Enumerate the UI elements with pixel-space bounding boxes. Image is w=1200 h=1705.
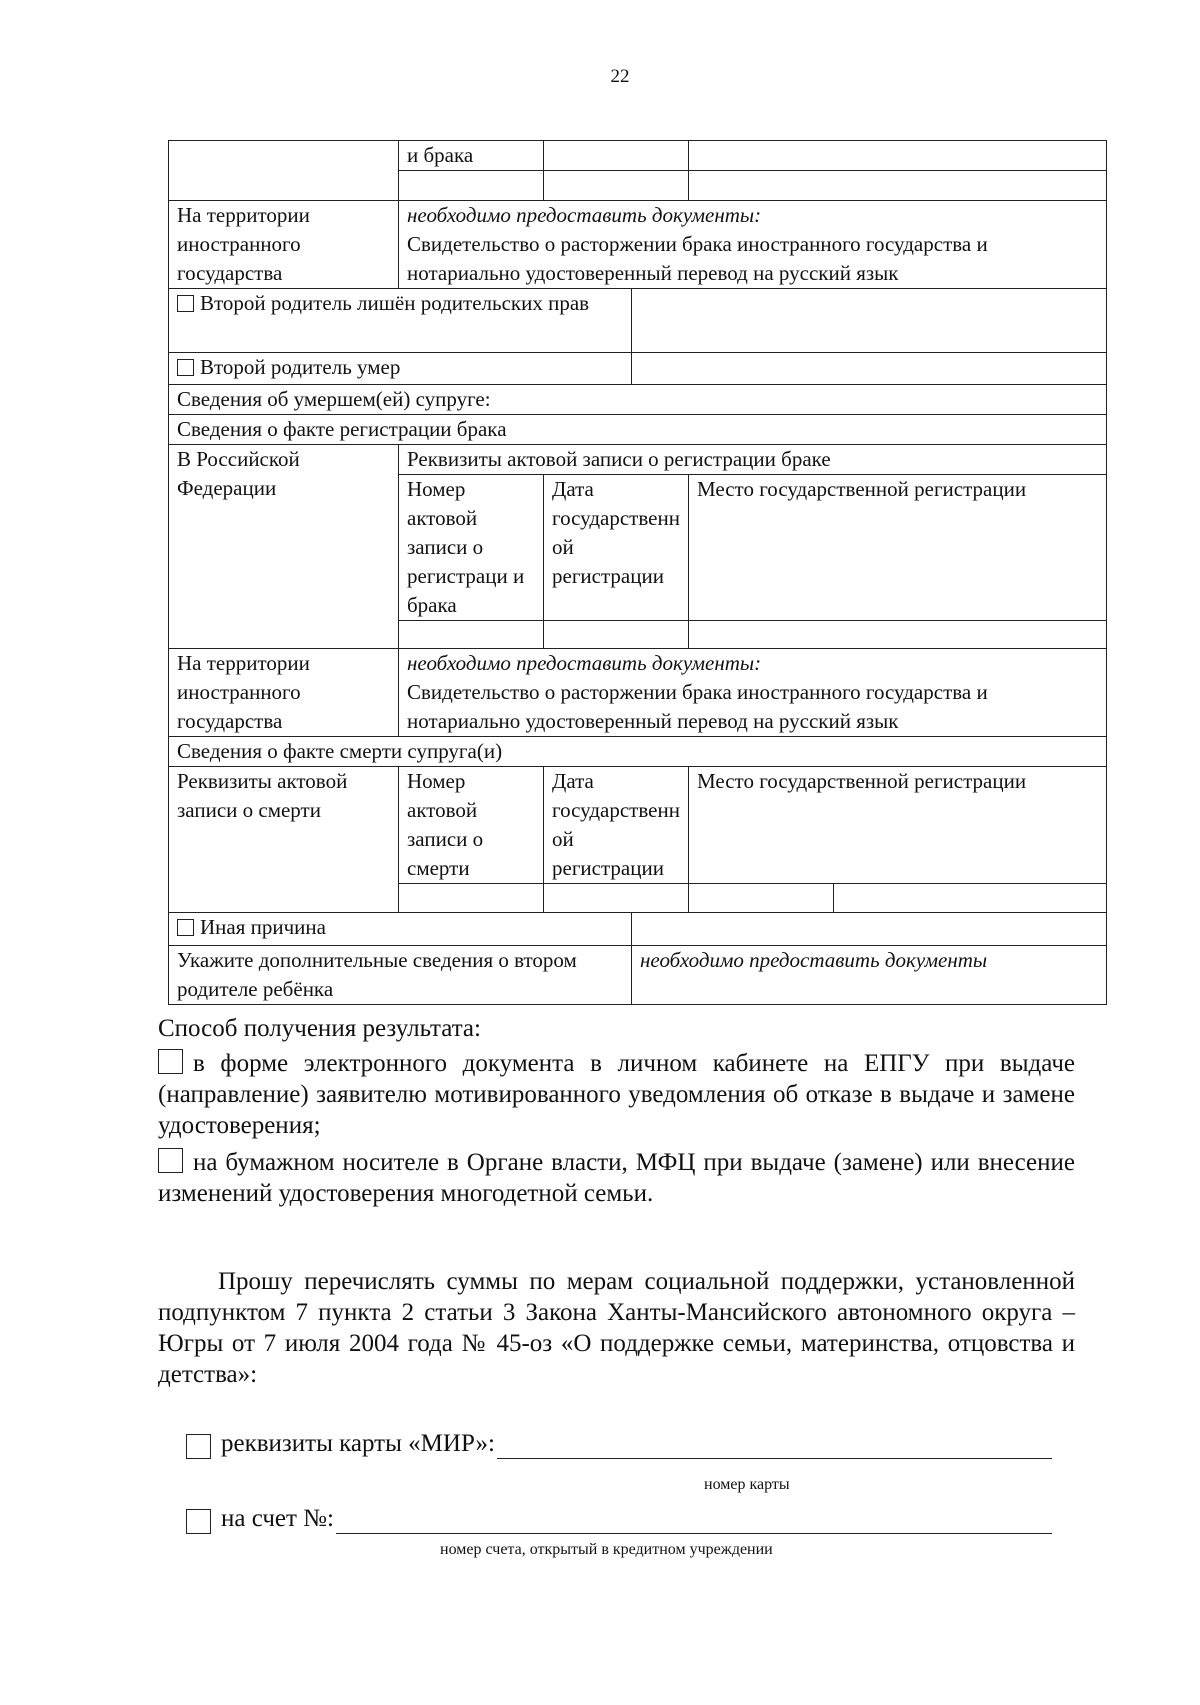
card-caption: номер карты [704, 1476, 790, 1493]
docs-required-note: необходимо предоставить документы: [407, 203, 762, 227]
docs-description: Свидетельство о расторжении брака иностранного государства и нотариально удостоверенный перевод на русский язык [407, 232, 988, 285]
checkbox[interactable] [158, 1049, 183, 1074]
card-number-field[interactable] [497, 1432, 1052, 1459]
second-parent-table [168, 140, 1107, 1005]
checkbox[interactable] [177, 295, 194, 312]
death-record-label: Реквизиты актовой записи о смерти [169, 767, 399, 913]
foreign-state-label: На территории иностранного государства [169, 201, 399, 289]
additional-info-docs: необходимо предоставить документы [632, 946, 1107, 1005]
table-cell [169, 141, 399, 201]
column-record-number: Номер актовой записи о регистраци и брака [399, 475, 544, 621]
result-heading: Способ получения результата: [158, 1015, 481, 1042]
checkbox[interactable] [177, 359, 194, 376]
checkbox[interactable] [158, 1148, 183, 1173]
result-option-electronic-text: в форме электронного документа в личном кабинете на ЕПГУ при выдаче (направление) заявителю мотивированного уведомления об отказе в выдаче и замене удостоверения; [158, 1050, 1075, 1139]
column-death-record-number: Номер актовой записи о смерти [399, 767, 544, 884]
record-number-tail: и брака [399, 141, 544, 171]
input-cell[interactable] [689, 171, 1107, 201]
death-registration-date-input[interactable] [544, 884, 689, 913]
foreign-state-label: На территории иностранного государства [169, 649, 399, 737]
deprived-option[interactable] [169, 289, 632, 353]
checkbox[interactable] [186, 1509, 211, 1534]
died-option[interactable] [169, 353, 632, 385]
account-option[interactable] [186, 1503, 1052, 1534]
account-caption: номер счета, открытый в кредитном учреждении [440, 1541, 773, 1558]
column-registration-date: Дата государственн ой регистрации [544, 475, 689, 621]
result-option-paper-text: на бумажном носителе в Органе власти, МФЦ при выдаче (замене) или внесение изменений удостоверения многодетной семьи. [158, 1149, 1075, 1207]
foreign-state-docs [399, 201, 1107, 289]
date-input-cell[interactable] [544, 141, 689, 171]
rf-label: В Российской Федерации [169, 445, 399, 649]
column-death-registration-date: Дата государственн ой регистрации [544, 767, 689, 884]
foreign-state-docs [399, 649, 1107, 737]
card-label: реквизиты карты «МИР»: [221, 1430, 495, 1457]
payment-request-paragraph: Прошу перечислять суммы по мерам социальной поддержки, установленной подпунктом 7 пункта 2 статьи 3 Закона Ханты-Мансийского автономного округа – Югры от 7 июля 2004 года № 45-оз «О поддержке семьи, материнства, отцовства и детства»: [158, 1268, 1075, 1388]
column-registration-place: Место государственной регистрации [689, 475, 1107, 621]
other-reason-option[interactable] [169, 913, 632, 946]
other-reason-input[interactable] [632, 913, 1107, 946]
account-label: на счет №: [221, 1505, 334, 1532]
docs-description: Свидетельство о расторжении брака иностранного государства и нотариально удостоверенный перевод на русский язык [407, 680, 988, 733]
died-input-cell[interactable] [632, 353, 1107, 385]
additional-info-label: Укажите дополнительные сведения о втором родителе ребёнка [169, 946, 632, 1005]
place-input-cell[interactable] [689, 141, 1107, 171]
result-method-section [158, 1013, 1075, 1209]
deprived-label: Второй родитель лишён родительских прав [200, 291, 590, 315]
marriage-record-requisites: Реквизиты актовой записи о регистрации браке [399, 445, 1107, 475]
checkbox[interactable] [177, 919, 194, 936]
input-cell[interactable] [399, 171, 544, 201]
checkbox[interactable] [186, 1434, 211, 1459]
page-number: 22 [610, 66, 630, 87]
column-death-registration-place: Место государственной регистрации [689, 767, 1107, 884]
other-reason-label: Иная причина [200, 915, 326, 939]
deceased-spouse-header: Сведения об умершем(ей) супруге: [169, 385, 1107, 415]
died-label: Второй родитель умер [200, 355, 401, 379]
input-cell[interactable] [544, 171, 689, 201]
deprived-input-cell[interactable] [632, 289, 1107, 353]
docs-required-note: необходимо предоставить документы: [407, 651, 762, 675]
registration-date-input[interactable] [544, 621, 689, 649]
death-registration-place-input[interactable] [689, 884, 834, 913]
registration-place-input[interactable] [689, 621, 1107, 649]
death-registration-place-input-2[interactable] [834, 884, 1107, 913]
record-number-input[interactable] [399, 621, 544, 649]
result-option-paper[interactable] [158, 1147, 1075, 1209]
death-record-number-input[interactable] [399, 884, 544, 913]
marriage-registration-header: Сведения о факте регистрации брака [169, 415, 1107, 445]
card-option[interactable] [186, 1428, 1052, 1459]
death-fact-header: Сведения о факте смерти супруга(и) [169, 737, 1107, 767]
account-number-field[interactable] [336, 1507, 1052, 1534]
result-option-electronic[interactable] [158, 1048, 1075, 1141]
